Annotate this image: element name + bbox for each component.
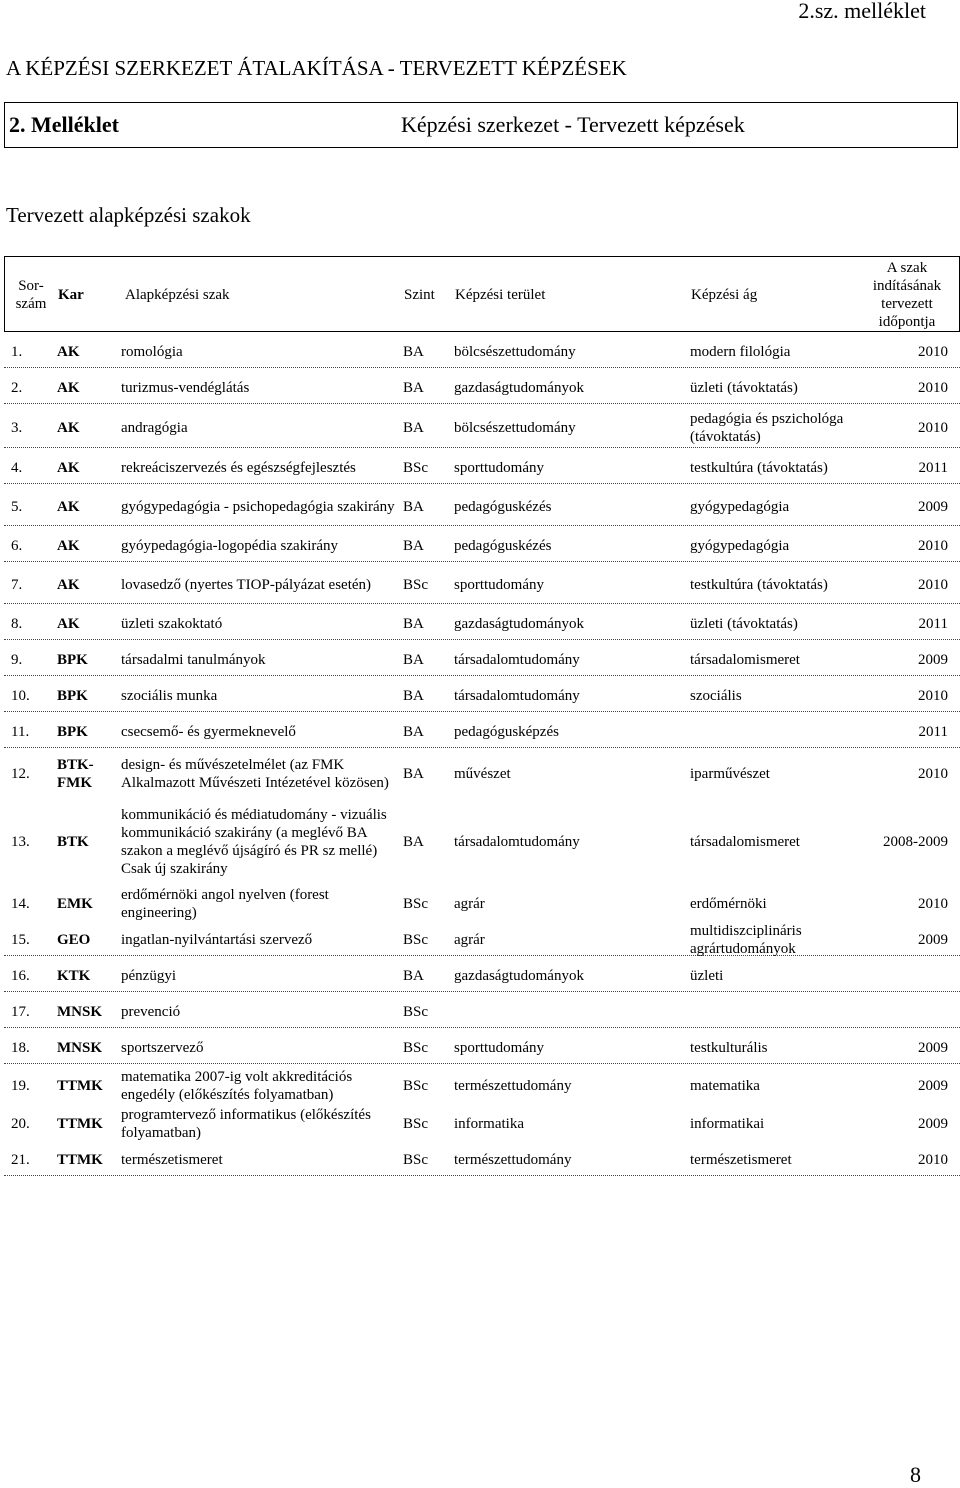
cell-terulet: agrár xyxy=(454,895,485,912)
cell-kar: MNSK xyxy=(57,1003,102,1020)
cell-kar: BPK xyxy=(57,723,88,740)
table-row xyxy=(4,530,960,562)
cell-ag: testkultúra (távoktatás) xyxy=(690,459,828,476)
cell-num: 9. xyxy=(11,651,23,668)
cell-szint: BA xyxy=(403,615,424,632)
cell-szak: pénzügyi xyxy=(121,967,176,984)
cell-terulet xyxy=(454,996,686,1027)
cell-kar: EMK xyxy=(57,895,93,912)
cell-szak: gyóypedagógia-logopédia szakirány xyxy=(121,537,339,554)
cell-terulet: pedagógusképzés xyxy=(454,723,559,740)
cell-terulet: bölcsészettudomány xyxy=(454,343,576,360)
cell-szak: rekreáciszervezés és egészségfejlesztés xyxy=(121,459,356,476)
cell-ev xyxy=(870,996,948,1027)
cell-szint: BA xyxy=(403,537,424,554)
cell-kar: TTMK xyxy=(57,1151,103,1168)
cell-szak: üzleti szakoktató xyxy=(121,615,223,632)
header-branch: Képzési ág xyxy=(691,287,758,303)
cell-szak: design- és művészetelmélet (az FMK Alkalmazott Művészeti Intézetével közösen) xyxy=(121,756,389,791)
table-row xyxy=(4,1144,960,1176)
cell-szak: romológia xyxy=(121,343,183,360)
cell-terulet: pedagóguskézés xyxy=(454,537,552,554)
cell-ag: informatikai xyxy=(690,1115,765,1132)
cell-ev: 2010 xyxy=(918,537,948,554)
cell-num: 13. xyxy=(11,833,30,850)
cell-ev xyxy=(870,960,948,991)
cell-kar: MNSK xyxy=(57,1039,102,1056)
cell-ev: 2009 xyxy=(918,931,948,948)
cell-kar: TTMK xyxy=(57,1115,103,1132)
cell-ag: társadalomismeret xyxy=(690,833,800,850)
header-level: Szint xyxy=(404,287,435,303)
annex-header-box xyxy=(4,102,958,148)
cell-ag: erdőmérnöki xyxy=(690,895,767,912)
cell-ag: üzleti (távoktatás) xyxy=(690,379,798,396)
cell-kar: BTK-FMK xyxy=(57,756,94,791)
cell-szak: lovasedző (nyertes TIOP-pályázat esetén) xyxy=(121,576,372,593)
cell-szint: BSc xyxy=(403,576,429,593)
cell-ag: pedagógia és pszichológa (távoktatás) xyxy=(690,410,844,445)
cell-ag: társadalomismeret xyxy=(690,651,800,668)
header-faculty: Kar xyxy=(58,287,84,303)
cell-szint: BSc xyxy=(403,1115,429,1132)
cell-szak: sportszervező xyxy=(121,1039,204,1056)
cell-num: 14. xyxy=(11,895,30,912)
cell-num: 12. xyxy=(11,765,30,782)
cell-ev: 2011 xyxy=(918,459,948,476)
cell-ag: gyógypedagógia xyxy=(690,498,790,515)
table-row xyxy=(4,608,960,640)
cell-num: 7. xyxy=(11,576,23,593)
cell-terulet: gazdaságtudományok xyxy=(454,967,584,984)
cell-szint: BA xyxy=(403,967,424,984)
cell-ev: 2009 xyxy=(918,498,948,515)
cell-num: 11. xyxy=(11,723,30,740)
cell-szint: BSc xyxy=(403,1077,429,1094)
cell-ev: 2010 xyxy=(918,687,948,704)
cell-kar: AK xyxy=(57,537,80,554)
cell-ev: 2009 xyxy=(918,1039,948,1056)
cell-terulet: művészet xyxy=(454,765,511,782)
cell-terulet: társadalomtudomány xyxy=(454,651,580,668)
cell-kar: AK xyxy=(57,379,80,396)
cell-num: 16. xyxy=(11,967,30,984)
cell-num: 8. xyxy=(11,615,23,632)
cell-ev: 2010 xyxy=(918,895,948,912)
cell-szint: BSc xyxy=(403,1003,429,1020)
cell-ev: 2009 xyxy=(918,1115,948,1132)
cell-szint: BSc xyxy=(403,1039,429,1056)
cell-ev: 2009 xyxy=(918,651,948,668)
table-header-row xyxy=(4,256,960,332)
cell-terulet: gazdaságtudományok xyxy=(454,379,584,396)
cell-ev: 2008-2009 xyxy=(883,833,948,850)
page-title: A KÉPZÉSI SZERKEZET ÁTALAKÍTÁSA - TERVEZETT KÉPZÉSEK xyxy=(6,56,627,80)
cell-terulet: természettudomány xyxy=(454,1151,572,1168)
table-row xyxy=(4,996,960,1028)
cell-terulet: agrár xyxy=(454,931,485,948)
cell-szint: BA xyxy=(403,498,424,515)
cell-terulet: társadalomtudomány xyxy=(454,687,580,704)
cell-terulet: informatika xyxy=(454,1115,524,1132)
cell-num: 2. xyxy=(11,379,23,396)
cell-num: 18. xyxy=(11,1039,30,1056)
cell-szak: andragógia xyxy=(121,419,188,436)
cell-szint: BA xyxy=(403,419,424,436)
cell-kar: BPK xyxy=(57,651,88,668)
cell-ag: üzleti xyxy=(690,967,724,984)
cell-szak: szociális munka xyxy=(121,687,218,704)
cell-szint: BA xyxy=(403,687,424,704)
cell-szint: BA xyxy=(403,833,424,850)
cell-kar: AK xyxy=(57,615,80,632)
cell-kar: BTK xyxy=(57,833,89,850)
table-row xyxy=(4,336,960,368)
table-row xyxy=(4,800,960,883)
cell-szint: BSc xyxy=(403,931,429,948)
cell-num: 6. xyxy=(11,537,23,554)
header-field: Képzési terület xyxy=(455,287,546,303)
cell-terulet: sporttudomány xyxy=(454,576,544,593)
cell-ev: 2009 xyxy=(918,1077,948,1094)
cell-num: 5. xyxy=(11,498,23,515)
cell-ag: természetismeret xyxy=(690,1151,792,1168)
header-program: Alapképzési szak xyxy=(125,287,230,303)
cell-kar: AK xyxy=(57,343,80,360)
page-number: 8 xyxy=(910,1462,921,1487)
cell-ev: 2010 xyxy=(918,379,948,396)
cell-terulet: pedagóguskézés xyxy=(454,498,552,515)
cell-ev: 2010 xyxy=(918,419,948,436)
table-row xyxy=(4,452,960,484)
cell-kar: GEO xyxy=(57,931,91,948)
cell-szint: BSc xyxy=(403,1151,429,1168)
cell-szak: ingatlan-nyilvántartási szervező xyxy=(121,931,313,948)
cell-ag: testkultúra (távoktatás) xyxy=(690,576,828,593)
cell-ev: 2011 xyxy=(918,723,948,740)
cell-ev: 2010 xyxy=(918,1151,948,1168)
cell-num: 1. xyxy=(11,343,23,360)
table-row xyxy=(4,960,960,992)
corner-annex-label: 2.sz. melléklet xyxy=(798,0,926,23)
cell-szint: BA xyxy=(403,765,424,782)
annex-number: 2. Melléklet xyxy=(9,112,119,137)
cell-szak: természetismeret xyxy=(121,1151,223,1168)
cell-szint: BA xyxy=(403,651,424,668)
table-row xyxy=(4,1068,960,1103)
table-row xyxy=(4,488,960,526)
table-row xyxy=(4,1106,960,1141)
cell-terulet: gazdaságtudományok xyxy=(454,615,584,632)
cell-ag: szociális xyxy=(690,687,742,704)
cell-ag: üzleti (távoktatás) xyxy=(690,615,798,632)
cell-num: 19. xyxy=(11,1077,30,1094)
cell-kar: AK xyxy=(57,576,80,593)
table-row xyxy=(4,372,960,404)
cell-terulet: társadalomtudomány xyxy=(454,833,580,850)
cell-szint: BA xyxy=(403,723,424,740)
cell-szak: turizmus-vendéglátás xyxy=(121,379,250,396)
cell-terulet: sporttudomány xyxy=(454,1039,544,1056)
cell-ev: 2010 xyxy=(918,576,948,593)
cell-szak: erdőmérnöki angol nyelven (forest engineering) xyxy=(121,886,329,921)
table-row xyxy=(4,1032,960,1064)
cell-ag: testkulturális xyxy=(690,1039,768,1056)
cell-ag: matematika xyxy=(690,1077,760,1094)
cell-szint: BSc xyxy=(403,459,429,476)
cell-terulet: sporttudomány xyxy=(454,459,544,476)
cell-szak: gyógypedagógia - psichopedagógia szakirány xyxy=(121,498,395,515)
header-num: Sor-szám xyxy=(15,278,47,312)
section-title: Tervezett alapképzési szakok xyxy=(6,203,251,227)
cell-ev: 2010 xyxy=(918,765,948,782)
cell-num: 10. xyxy=(11,687,30,704)
cell-num: 15. xyxy=(11,931,30,948)
annex-title: Képzési szerkezet - Tervezett képzések xyxy=(401,112,745,137)
table-row xyxy=(4,644,960,676)
table-row xyxy=(4,716,960,748)
cell-szint: BSc xyxy=(403,895,429,912)
table-row xyxy=(4,408,960,448)
cell-szak: matematika 2007-ig volt akkreditációs engedély (előkészítés folyamatban) xyxy=(121,1068,353,1103)
cell-num: 20. xyxy=(11,1115,30,1132)
cell-szak: társadalmi tanulmányok xyxy=(121,651,266,668)
cell-szint: BA xyxy=(403,379,424,396)
header-start-year: A szak indításának tervezett időpontja xyxy=(872,260,942,330)
cell-szak: programtervező informatikus (előkészítés folyamatban) xyxy=(121,1106,371,1141)
cell-kar: AK xyxy=(57,419,80,436)
cell-terulet: bölcsészettudomány xyxy=(454,419,576,436)
cell-kar: TTMK xyxy=(57,1077,103,1094)
table-row xyxy=(4,924,960,956)
cell-kar: BPK xyxy=(57,687,88,704)
cell-szak: kommunikáció és médiatudomány - vizuális kommunikáció szakirány (a meglévő BA szakon a meglévő újságíró és PR sz mellé) Csak új szakirány xyxy=(121,806,387,877)
cell-ev: 2011 xyxy=(918,615,948,632)
cell-kar: AK xyxy=(57,459,80,476)
table-row xyxy=(4,752,960,795)
cell-kar: KTK xyxy=(57,967,91,984)
cell-ag: modern filológia xyxy=(690,343,791,360)
cell-ag: multidiszciplináris agrártudományok xyxy=(690,922,802,957)
cell-szak: prevenció xyxy=(121,1003,181,1020)
cell-num: 3. xyxy=(11,419,23,436)
cell-ag xyxy=(690,996,868,1027)
cell-ag: iparművészet xyxy=(690,765,770,782)
table-row xyxy=(4,566,960,604)
cell-kar: AK xyxy=(57,498,80,515)
table-row xyxy=(4,888,960,919)
cell-num: 4. xyxy=(11,459,23,476)
cell-ag: gyógypedagógia xyxy=(690,537,790,554)
cell-terulet: természettudomány xyxy=(454,1077,572,1094)
cell-num: 21. xyxy=(11,1151,30,1168)
cell-szak: csecsemő- és gyermeknevelő xyxy=(121,723,296,740)
cell-ev: 2010 xyxy=(918,343,948,360)
table-row xyxy=(4,680,960,712)
cell-szint: BA xyxy=(403,343,424,360)
cell-ag xyxy=(690,716,868,747)
cell-num: 17. xyxy=(11,1003,30,1020)
